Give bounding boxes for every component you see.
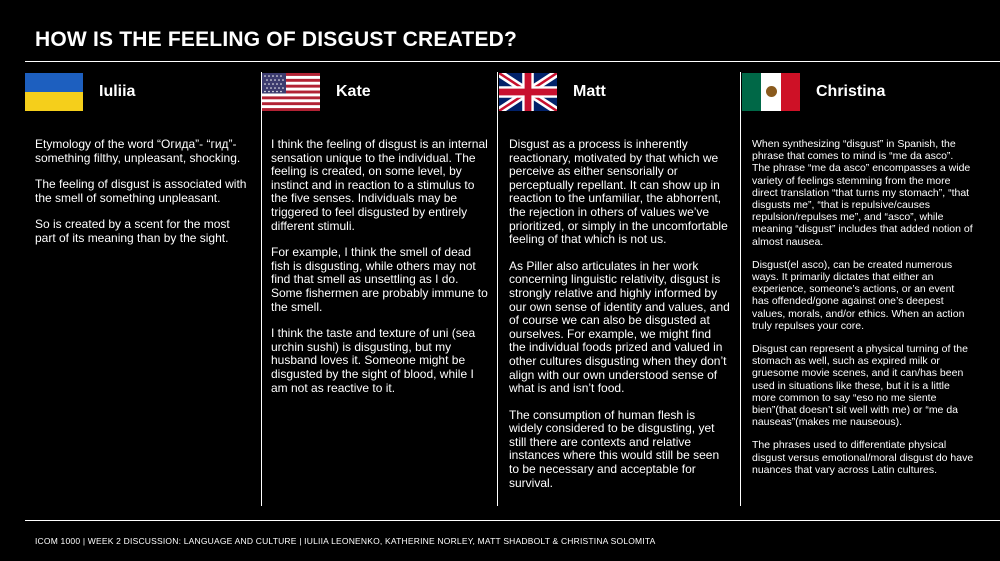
bottom-divider bbox=[25, 520, 1000, 521]
column-divider bbox=[261, 72, 262, 506]
column-body bbox=[752, 138, 974, 487]
author-name: Matt bbox=[573, 83, 606, 100]
column-matt bbox=[499, 72, 730, 490]
column-divider bbox=[740, 72, 741, 506]
column-header bbox=[742, 72, 972, 112]
paragraph: The feeling of disgust is associated with the smell of something unpleasant. bbox=[35, 177, 247, 205]
paragraph: As Piller also articulates in her work concerning linguistic relativity, disgust is strongly relative and highly informed by our own sense of identity and values, and of course we can also be disgusted at ourselves. For example, we might find the individual foods prized and valued in other cultures disgusting when they don’t align with our own understood sense of what is and isn’t food. bbox=[509, 258, 730, 396]
footer-caption: ICOM 1000 | WEEK 2 DISCUSSION: LANGUAGE AND CULTURE | IULIIA LEONENKO, KATHERINE NORLEY, MATT SHADBOLT & CHRISTINA SOLOMITA bbox=[35, 536, 656, 546]
column-body bbox=[35, 138, 249, 259]
author-name: Kate bbox=[336, 83, 371, 100]
column-body bbox=[509, 138, 731, 503]
page-title: HOW IS THE FEELING OF DISGUST CREATED? bbox=[35, 28, 518, 51]
column-header bbox=[25, 72, 247, 112]
author-name: Iuliia bbox=[99, 83, 136, 100]
paragraph: So is created by a scent for the most part of its meaning than by the sight. bbox=[35, 217, 230, 245]
top-divider bbox=[25, 61, 1000, 62]
paragraph: The phrases used to differentiate physical disgust versus emotional/moral disgust do have nuances that vary across Latin cultures. bbox=[752, 439, 974, 476]
paragraph: Disgust can represent a physical turning of the stomach as well, such as expired milk or gruesome movie scenes, and it can/has been used in situations like these, but it is a little more common to say “eso no me siente bien”(that doesn’t sit well with me) or “me da nauseas”(makes me nauseous). bbox=[752, 343, 968, 429]
usa-flag-icon bbox=[262, 73, 320, 111]
mexico-flag-icon bbox=[742, 73, 800, 111]
column-header bbox=[262, 72, 488, 112]
paragraph: The consumption of human flesh is widely considered to be disgusting, yet still there are contexts and relative instances where this would still be seen to be necessary and acceptable for survival. bbox=[509, 407, 720, 490]
paragraph: I think the feeling of disgust is an internal sensation unique to the individual. The feeling is created, on some level, by instinct and in reaction to a stimulus to the five senses. Individuals may be triggered to feel disgusted by entirely different stimuli. bbox=[271, 137, 488, 233]
column-christina bbox=[742, 72, 974, 476]
column-kate bbox=[262, 72, 488, 395]
uk-flag-icon bbox=[499, 73, 557, 111]
column-body bbox=[271, 138, 489, 408]
paragraph: When synthesizing “disgust” in Spanish, the phrase that comes to mind is “me da asco”. The phrase “me da asco” encompasses a wide variety of feelings stemming from the more direct translation “that turns my stomach”, “that disgusts me”, “that is repulsive/causes repulsion/repulses me”, and “asco”, while meaning “disgust” includes that added notion of almost nausea. bbox=[752, 138, 973, 248]
column-iuliia bbox=[25, 72, 247, 245]
paragraph: I think the taste and texture of uni (sea urchin sushi) is disgusting, but my husband loves it. Someone might be disgusted by the sight of blood, while I am not as reactive to it. bbox=[271, 326, 476, 395]
paragraph: Etymology of the word “Огида”- “гид”- something filthy, unpleasant, shocking. bbox=[35, 137, 241, 165]
column-divider bbox=[497, 72, 498, 506]
paragraph: Disgust as a process is inherently reactionary, motivated by that which we perceive as either sensorially or perceptually repellant. It can show up in reaction to the unfamiliar, the abhorrent, the rejection in others of values we’ve prioritized, or simply in the uncomfortable feeling of that which is not us. bbox=[509, 137, 728, 247]
column-header bbox=[499, 72, 729, 112]
paragraph: Disgust(el asco), can be created numerous ways. It primarily dictates that either an experience, someone’s actions, or an event has offended/gone against one’s deepest values, morals, and/or ethics. When an action truly repulses your core. bbox=[752, 258, 965, 332]
paragraph: For example, I think the smell of dead fish is disgusting, while others may not find that smell as unsettling as I do. Some fishermen are probably immune to the smell. bbox=[271, 245, 488, 314]
ukraine-flag-icon bbox=[25, 73, 83, 111]
author-name: Christina bbox=[816, 83, 886, 100]
